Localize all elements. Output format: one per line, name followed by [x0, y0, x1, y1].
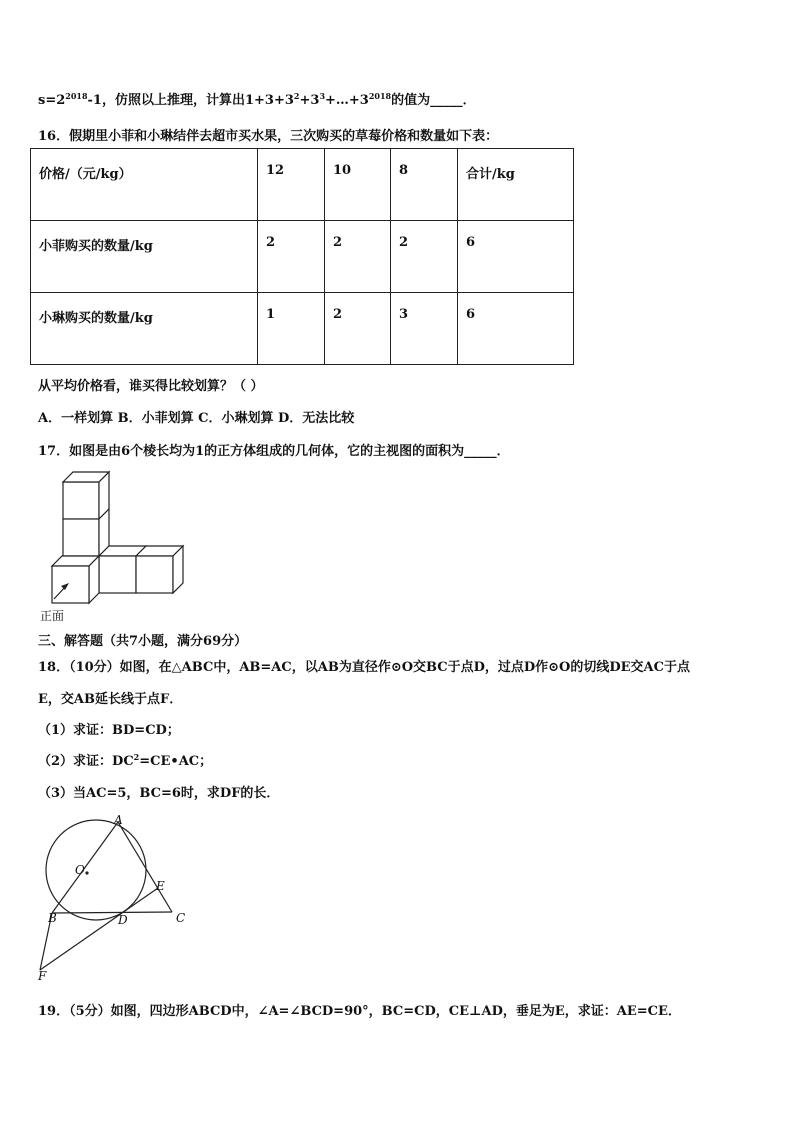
q15-text-2: -1，仿照以上推理，计算出1+3+3 — [87, 93, 294, 108]
table-cell: 12 — [258, 149, 325, 221]
table-cell: 10 — [325, 149, 391, 221]
cube-face — [52, 566, 89, 603]
q15-sup-3: 3 — [319, 91, 326, 101]
table-cell: 1 — [258, 293, 325, 365]
cube-face — [63, 519, 99, 556]
segment-ab — [52, 822, 118, 913]
q16-question: 从平均价格看，谁买得比较划算？（ ） — [38, 379, 264, 394]
table-cell: 价格/（元/kg） — [31, 149, 258, 221]
cube-face — [63, 482, 99, 519]
label-d: D — [118, 913, 128, 927]
table-cell: 2 — [325, 293, 391, 365]
table-cell: 8 — [391, 149, 458, 221]
cube-face — [136, 556, 173, 593]
segment-ac — [118, 822, 172, 912]
q18-part-3: （3）当AC=5，BC=6时，求DF的长． — [38, 786, 280, 801]
circle-geometry-drawing — [30, 810, 200, 985]
table-cell: 3 — [391, 293, 458, 365]
q16-stem: 16．假期里小菲和小琳结伴去超市买水果，三次购买的草莓价格和数量如下表： — [38, 129, 499, 144]
q15-text-3: +3 — [299, 93, 320, 108]
q18-part-2-sup: 2 — [133, 752, 140, 762]
table-cell: 6 — [458, 293, 574, 365]
q19-line-1: 19．（5分）如图，四边形ABCD中，∠A=∠BCD=90°，BC=CD，CE⊥AD，垂足为E，求证：AE=CE． — [38, 1004, 681, 1019]
q18-part-2-b: =CE•AC； — [139, 754, 213, 769]
label-f: F — [38, 969, 47, 983]
table-cell: 6 — [458, 221, 574, 293]
q15-sup-2: 2 — [293, 91, 300, 101]
q18-line-2: E，交AB延长线于点F． — [38, 692, 183, 707]
q15-text-1: s=2 — [38, 93, 66, 108]
tangent-line-df — [40, 888, 158, 970]
q16-options: A．一样划算 B．小菲划算 C．小琳划算 D．无法比较 — [38, 411, 355, 426]
cube-figure-drawing — [36, 466, 196, 626]
circle-o — [46, 820, 146, 920]
label-a: A — [114, 813, 123, 827]
cube-figure — [36, 466, 196, 630]
table-cell: 合计/kg — [458, 149, 574, 221]
table-row — [31, 293, 574, 365]
q18-part-2-a: （2）求证：DC — [38, 754, 134, 769]
q15-sup-1: 2018 — [65, 91, 88, 101]
table-cell: 2 — [258, 221, 325, 293]
q15-text-5: 的值为_____． — [391, 93, 476, 108]
label-b: B — [48, 911, 57, 925]
section-heading: 三、解答题（共7小题，满分69分） — [38, 634, 248, 649]
q15-sup-4: 2018 — [368, 91, 392, 101]
front-view-label: 正面 — [40, 609, 65, 623]
price-table — [30, 148, 574, 365]
q18-line-1: 18．（10分）如图，在△ABC中，AB=AC，以AB为直径作⊙O交BC于点D，过点D作⊙O的切线DE交AC于点 — [38, 660, 690, 675]
q18-part-1: （1）求证：BD=CD； — [38, 723, 180, 738]
table-cell: 2 — [325, 221, 391, 293]
table-row — [31, 221, 574, 293]
label-o: O — [75, 863, 85, 877]
table-row — [31, 149, 574, 221]
q17-stem: 17．如图是由6个棱长均为1的正方体组成的几何体，它的主视图的面积为_____． — [38, 444, 510, 459]
cube-face — [99, 556, 136, 593]
table-cell: 小菲购买的数量/kg — [31, 221, 258, 293]
table-cell: 2 — [391, 221, 458, 293]
label-c: C — [176, 911, 186, 925]
q15-tail-line — [38, 89, 476, 108]
q15-text-4: +…+3 — [325, 93, 369, 108]
table-cell: 小琳购买的数量/kg — [31, 293, 258, 365]
q18-part-2 — [38, 750, 212, 769]
circle-geometry-figure — [30, 810, 200, 989]
center-point — [85, 871, 88, 874]
label-e: E — [156, 879, 165, 893]
